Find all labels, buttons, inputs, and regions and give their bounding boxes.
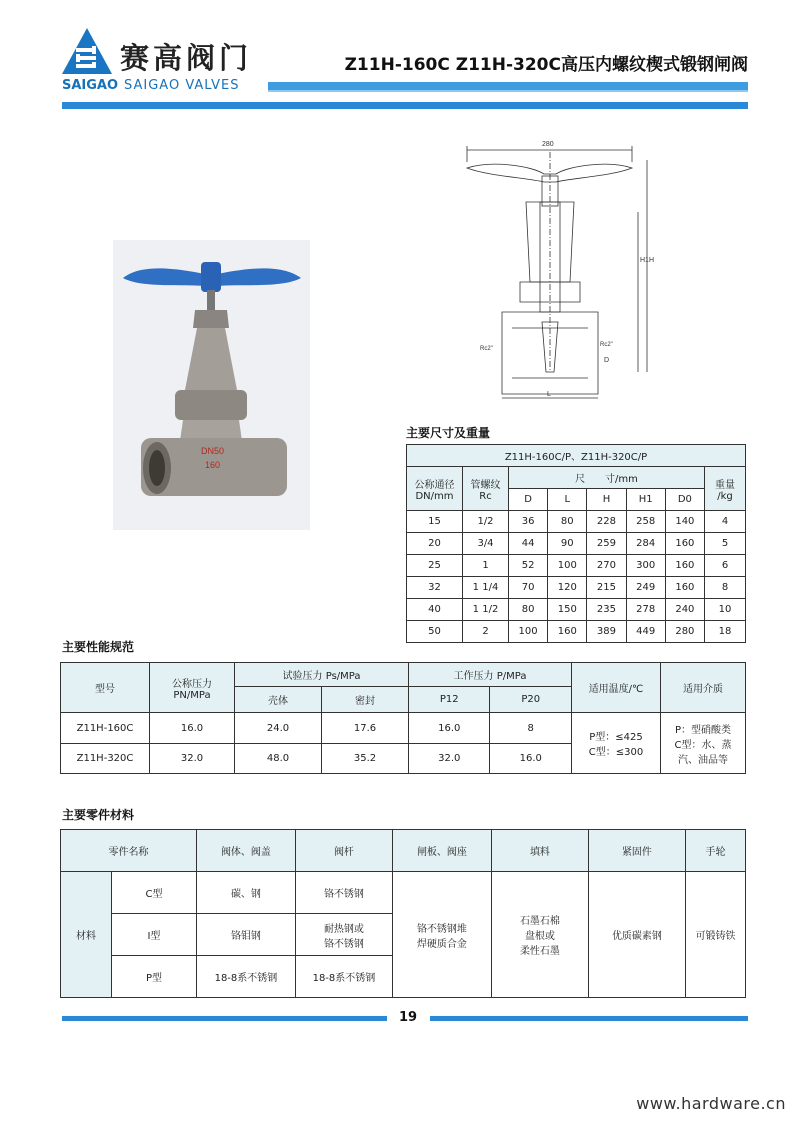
header-p12: P12 [409, 687, 490, 713]
header-bar-thin [268, 90, 748, 92]
header-l: L [548, 489, 587, 511]
brand-name-english: SAIGAO VALVES [124, 78, 240, 93]
header-size: 尺 寸/mm [509, 467, 705, 489]
brand-name-bold: SAIGAO [62, 78, 119, 93]
drawing-l-label: L [547, 391, 551, 398]
header-part-name: 零件名称 [61, 830, 197, 872]
page-number: 19 [398, 1010, 418, 1025]
drawing-h1-label: H1 [640, 257, 649, 264]
header-temperature: 适用温度/℃ [572, 663, 661, 713]
header-stem: 阀杆 [295, 830, 392, 872]
header-test-pressure: 试验压力 Ps/MPa [235, 663, 409, 687]
drawing-d-label: D [604, 357, 610, 364]
brand-name-chinese: 赛高阀门 [120, 41, 253, 75]
table-row: 材料 C型 碳、钢 铬不锈钢 铬不锈钢堆 焊硬质合金 石墨石棉 盘根或 柔性石墨 优质碳素钢 可锻铸铁 [61, 872, 746, 914]
technical-drawing [462, 132, 662, 402]
header-seal: 密封 [322, 687, 409, 713]
performance-section-title: 主要性能规范 [62, 640, 135, 654]
temperature-cell: P型：≤425 C型：≤300 [572, 713, 661, 774]
table-row: 32 1 1/4 70 120 215 249 160 8 [407, 577, 746, 599]
header-d: D [509, 489, 548, 511]
photo-marking-dn: DN50 [201, 446, 225, 456]
header-pn: 公称压力 PN/MPa [150, 663, 235, 713]
table-row: 20 3/4 44 90 259 284 160 5 [407, 533, 746, 555]
materials-table [60, 829, 746, 998]
header-fastener: 紧固件 [588, 830, 685, 872]
table-row: P型 18-8系不锈钢 18-8系不锈钢 [61, 956, 746, 998]
type-c: C型 [112, 872, 197, 914]
drawing-rc-right: Rc2" [600, 342, 613, 348]
handwheel-material: 可锻铸铁 [685, 872, 745, 998]
header-d0: D0 [665, 489, 704, 511]
type-p: P型 [112, 956, 197, 998]
header-h: H [587, 489, 626, 511]
table-row: Z11H-160C 16.0 24.0 17.6 16.0 8 P型：≤425 C型：≤300 P：型硝酸类 C型：水、蒸 汽、油品等 [61, 713, 746, 744]
header-shell: 壳体 [235, 687, 322, 713]
drawing-rc-left: Rc2" [480, 346, 493, 352]
website-url: www.hardware.cn [636, 1094, 786, 1113]
page-title: Z11H-160C Z11H-320C高压内螺纹楔式锻钢闸阀 [344, 55, 748, 75]
header-rc: 管螺纹 Rc [463, 467, 509, 511]
medium-cell: P：型硝酸类 C型：水、蒸 汽、油品等 [661, 713, 746, 774]
header-handwheel: 手轮 [685, 830, 745, 872]
table-row: I型 铬钼钢 耐热钢或 铬不锈钢 [61, 914, 746, 956]
type-i: I型 [112, 914, 197, 956]
fastener-material: 优质碳素钢 [588, 872, 685, 998]
dimensions-model-row: Z11H-160C/P、Z11H-320C/P [407, 445, 746, 467]
footer-bar-right [430, 1016, 748, 1021]
valve-photo [113, 240, 310, 530]
photo-marking-pn: 160 [205, 460, 221, 470]
header-bar [268, 82, 748, 90]
saigao-logo-icon [62, 28, 112, 76]
header-medium: 适用介质 [661, 663, 746, 713]
table-row: Z11H-320C 32.0 48.0 35.2 32.0 16.0 [61, 744, 746, 774]
performance-table [60, 662, 746, 774]
header-packing: 填料 [491, 830, 588, 872]
packing-material: 石墨石棉 盘根或 柔性石墨 [491, 872, 588, 998]
header-work-pressure: 工作压力 P/MPa [409, 663, 572, 687]
stem-i: 耐热钢或 铬不锈钢 [295, 914, 392, 956]
header-dn: 公称通径 DN/mm [407, 467, 463, 511]
header-p20: P20 [490, 687, 572, 713]
dimensions-section-title: 主要尺寸及重量 [406, 426, 491, 440]
header-body: 阀体、阀盖 [196, 830, 295, 872]
header-h1: H1 [626, 489, 665, 511]
material-label: 材料 [61, 872, 112, 998]
table-row: 40 1 1/2 80 150 235 278 240 10 [407, 599, 746, 621]
table-row: 25 1 52 100 270 300 160 6 [407, 555, 746, 577]
drawing-width-label: 280 [542, 141, 554, 148]
footer-bar-left [62, 1016, 387, 1021]
materials-section-title: 主要零件材料 [62, 808, 135, 822]
dimensions-table [406, 444, 746, 643]
header-weight: 重量 /kg [705, 467, 746, 511]
header-model: 型号 [61, 663, 150, 713]
header-rule [62, 102, 748, 109]
header-disc: 闸板、阀座 [392, 830, 491, 872]
drawing-h-label: H [649, 257, 655, 264]
table-row: 50 2 100 160 389 449 280 18 [407, 621, 746, 643]
table-row: 15 1/2 36 80 228 258 140 4 [407, 511, 746, 533]
disc-material: 铬不锈钢堆 焊硬质合金 [392, 872, 491, 998]
